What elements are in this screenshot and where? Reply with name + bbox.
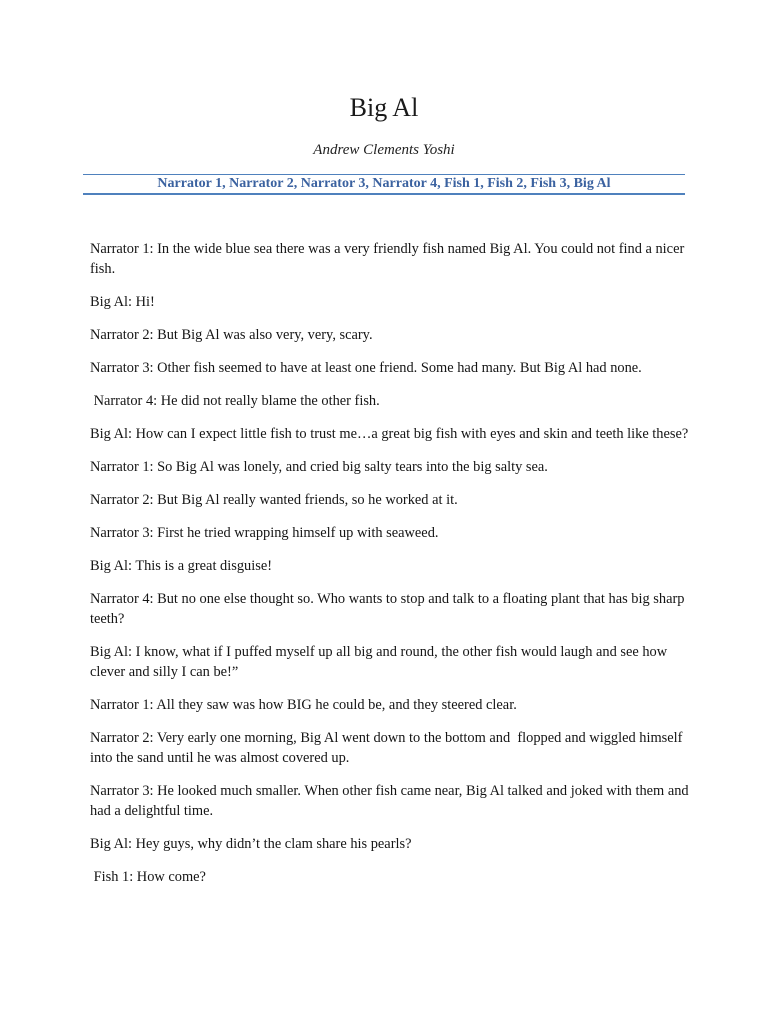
script-line: Big Al: How can I expect little fish to trust me…a great big fish with eyes and skin and teeth like these?: [90, 426, 689, 442]
script-line: Narrator 3: First he tried wrapping himself up with seaweed.: [90, 525, 439, 541]
cast-list: Narrator 1, Narrator 2, Narrator 3, Narrator 4, Fish 1, Fish 2, Fish 3, Big Al: [157, 176, 611, 191]
script-line: Narrator 1: All they saw was how BIG he could be, and they steered clear.: [90, 697, 517, 713]
script-line: Narrator 3: He looked much smaller. When other fish came near, Big Al talked and joked with them and had a delightful time.: [90, 783, 689, 819]
script-line: Fish 1: How come?: [90, 869, 206, 885]
document-author: Andrew Clements Yoshi: [313, 142, 455, 158]
script-line: Narrator 1: So Big Al was lonely, and cried big salty tears into the big salty sea.: [90, 459, 548, 475]
script-line: Narrator 3: Other fish seemed to have at least one friend. Some had many. But Big Al had none.: [90, 360, 642, 376]
script-line: Narrator 1: In the wide blue sea there was a very friendly fish named Big Al. You could not find a nicer fish.: [90, 241, 685, 277]
script-line: Big Al: Hi!: [90, 294, 155, 310]
script-body: [90, 239, 690, 900]
script-line: Big Al: This is a great disguise!: [90, 558, 273, 574]
script-line: Narrator 2: Very early one morning, Big Al went down to the bottom and flopped and wiggled himself into the sand until he was almost covered up.: [90, 730, 687, 766]
script-line: Narrator 2: But Big Al was also very, very, scary.: [90, 327, 373, 343]
script-line: Big Al: I know, what if I puffed myself up all big and round, the other fish would laugh and see how clever and silly I can be!”: [90, 644, 668, 680]
script-line: Narrator 4: He did not really blame the other fish.: [90, 393, 380, 409]
script-line: Narrator 4: But no one else thought so. Who wants to stop and talk to a floating plant that has big sharp teeth?: [90, 591, 685, 627]
document-title: Big Al: [349, 93, 419, 122]
script-line: Narrator 2: But Big Al really wanted friends, so he worked at it.: [90, 492, 458, 508]
script-line: Big Al: Hey guys, why didn’t the clam share his pearls?: [90, 836, 412, 852]
